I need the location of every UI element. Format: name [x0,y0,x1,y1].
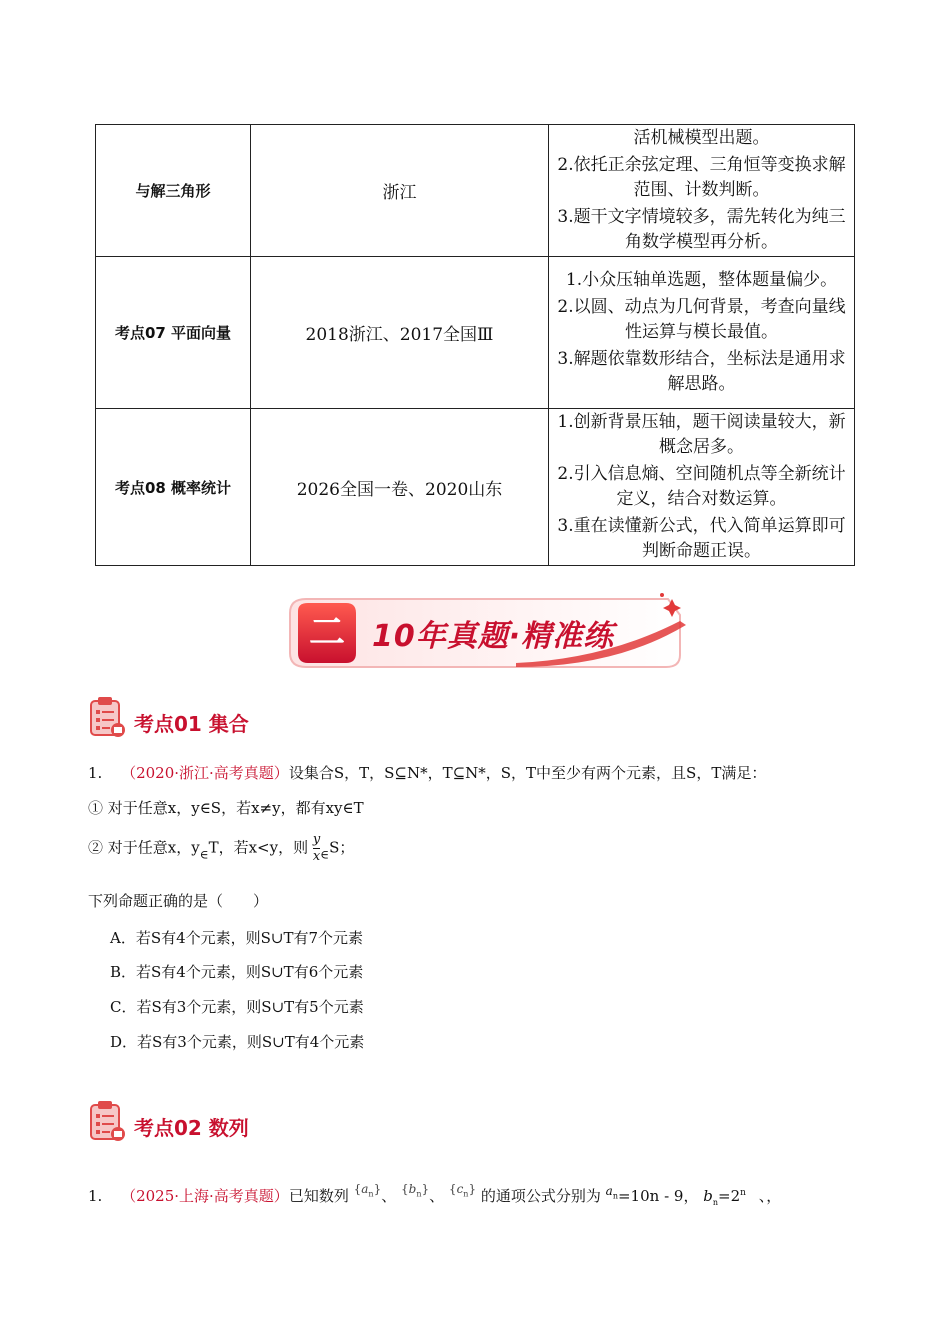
question-line: 1. （2025·上海·高考真题）已知数列 $\{a_n\}$、 $\{b_n\}$、 $\{c_n\}$ 的通项公式分别为 $^{a_n}$=10n - 9， $b_n=2^n$ 、， [88,1178,781,1214]
banner-number: 二 [308,612,345,653]
table-row [96,257,855,409]
topic-cell: 考点08 概率统计 [96,409,251,566]
question-number: 1. [88,764,103,782]
sequence-b: $\{b_n\}$ [401,1182,430,1199]
question-ask: 下列命题正确的是（ ） [88,892,269,910]
question-number: 1. [88,1187,103,1205]
sequence-c: $\{c_n\}$ [448,1182,477,1199]
topic-cell: 与解三角形 [96,125,251,257]
note-line: 1.创新背景压轴，题干阅读量较大，新概念居多。 [557,412,846,457]
topic-cell: 考点07 平面向量 [96,257,251,409]
formula-b: =2 [718,1187,741,1205]
table-row [96,409,855,566]
section1-title: 考点01 集合 [134,712,249,736]
source-cell: 2018浙江、2017全国Ⅲ [251,257,549,409]
note-line: 3.解题依靠数形结合，坐标法是通用求解思路。 [557,349,846,394]
question-stem: 设集合S，T，S⊆N*，T⊆N*，S，T中至少有两个元素，且S，T满足： [288,764,767,782]
notes-cell [549,125,855,257]
condition-2-end: S； [329,838,355,857]
question-source: （2020·浙江·高考真题） [121,764,289,782]
question-stem-mid: 的通项公式分别为 [480,1187,601,1205]
condition-2-mid: T，若x<y，则 [208,838,309,857]
table-row [96,125,855,257]
condition-2: ② 对于任意x，$y_\in T$，若x<y，则 $\frac{y}{x}$ $_\in$S； [88,832,355,864]
sequence-a: $\{a_n\}$ [353,1182,382,1199]
clipboard-icon [88,696,126,738]
notes-cell [549,409,855,566]
option-c[interactable]: C．若S有3个元素，则S∪T有5个元素 [110,998,364,1016]
section2-title: 考点02 数列 [134,1116,249,1140]
question-source: （2025·上海·高考真题） [121,1187,289,1205]
option-b[interactable]: B．若S有4个元素，则S∪T有6个元素 [110,963,364,981]
question-stem: 已知数列 [288,1187,349,1205]
section-banner [276,585,700,673]
note-line: 3.题干文字情境较多，需先转化为纯三角数学模型再分析。 [557,207,846,252]
option-a[interactable]: A．若S有4个元素，则S∪T有7个元素 [110,929,364,947]
option-d[interactable]: D．若S有3个元素，则S∪T有4个元素 [110,1033,365,1051]
topic-table [95,124,855,566]
condition-2-text: ② 对于任意x，y [88,838,200,857]
note-line: 2.依托正余弦定理、三角恒等变换求解范围、计数判断。 [557,155,846,200]
banner-title: 10年真题·精准练 [372,619,615,654]
note-line: 2.以圆、动点为几何背景，考查向量线性运算与模长最值。 [557,297,846,342]
question-tail: 、， [758,1187,782,1205]
clipboard-icon [88,1100,126,1142]
note-line: 1.小众压轴单选题，整体题量偏少。 [565,270,838,290]
fraction-numerator: y [312,832,321,847]
fraction-denominator: x [312,849,321,864]
note-line: 3.重在读懂新公式，代入简单运算即可判断命题正误。 [557,516,846,561]
note-line: 2.引入信息熵、空间随机点等全新统计定义，结合对数运算。 [557,464,846,509]
formula-a: =10n - 9 [617,1187,684,1205]
notes-cell [549,257,855,409]
formula-a-symbol: an [605,1184,618,1201]
condition-1: ① 对于任意x，y∈S，若x≠y，都有xy∈T [88,799,364,817]
question-line [88,762,766,784]
note-line: 活机械模型出题。 [633,128,770,148]
formula-b-symbol: $b_n$ [703,1187,718,1207]
source-cell: 2026全国一卷、2020山东 [251,409,549,566]
source-cell: 浙江 [251,125,549,257]
